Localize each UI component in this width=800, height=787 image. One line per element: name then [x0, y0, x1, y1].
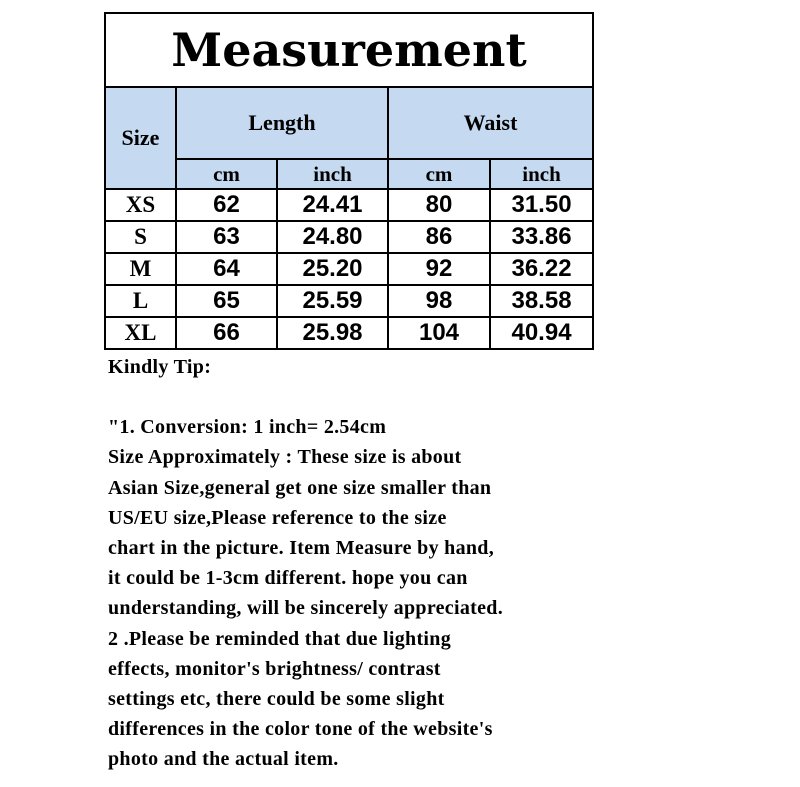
tip-line: photo and the actual item. — [108, 748, 339, 771]
table-row — [105, 317, 593, 349]
waist-inch-cell: 38.58 — [490, 285, 593, 317]
table-row — [105, 253, 593, 285]
tip-line: understanding, will be sincerely appreciated. — [108, 597, 504, 620]
tip-line: chart in the picture. Item Measure by hand, — [108, 537, 495, 560]
length-cm-cell: 62 — [176, 189, 277, 221]
waist-cm-cell: 104 — [388, 317, 490, 349]
tip-spacer — [108, 382, 598, 412]
length-inch-cell: 25.20 — [277, 253, 388, 285]
tip-line: Size Approximately : These size is about — [108, 446, 462, 469]
length-inch-cell: 24.80 — [277, 221, 388, 253]
waist-inch-header: inch — [490, 159, 593, 189]
tip-line: US/EU size,Please reference to the size — [108, 506, 447, 529]
tip-line: settings etc, there could be some slight — [108, 688, 445, 711]
waist-cm-cell: 86 — [388, 221, 490, 253]
waist-cm-cell: 80 — [388, 189, 490, 221]
waist-inch-cell: 33.86 — [490, 221, 593, 253]
tip-line: differences in the color tone of the website's — [108, 718, 493, 741]
table-title: Measurement — [105, 13, 593, 87]
tip-line: "1. Conversion: 1 inch= 2.54cm — [108, 416, 387, 439]
tip-line: 2 .Please be reminded that due lighting — [108, 627, 452, 650]
size-header: Size — [105, 87, 176, 189]
tip-heading: Kindly Tip: — [108, 356, 212, 378]
length-inch-header: inch — [277, 159, 388, 189]
size-cell: XL — [105, 317, 176, 349]
size-cell: XS — [105, 189, 176, 221]
tip-line: it could be 1-3cm different. hope you can — [108, 567, 468, 590]
length-inch-cell: 25.59 — [277, 285, 388, 317]
table-row — [105, 285, 593, 317]
length-inch-cell: 24.41 — [277, 189, 388, 221]
length-cm-cell: 66 — [176, 317, 277, 349]
table-row — [105, 189, 593, 221]
waist-cm-cell: 98 — [388, 285, 490, 317]
length-cm-header: cm — [176, 159, 277, 189]
waist-inch-cell: 31.50 — [490, 189, 593, 221]
length-cm-cell: 63 — [176, 221, 277, 253]
waist-inch-cell: 40.94 — [490, 317, 593, 349]
length-cm-cell: 65 — [176, 285, 277, 317]
size-cell: L — [105, 285, 176, 317]
tip-line: effects, monitor's brightness/ contrast — [108, 657, 441, 680]
length-header: Length — [176, 87, 388, 159]
waist-cm-header: cm — [388, 159, 490, 189]
size-cell: M — [105, 253, 176, 285]
kindly-tip-section — [108, 352, 598, 775]
tip-line: Asian Size,general get one size smaller than — [108, 476, 492, 499]
length-cm-cell: 64 — [176, 253, 277, 285]
waist-header: Waist — [388, 87, 593, 159]
measurement-table — [104, 12, 594, 350]
length-inch-cell: 25.98 — [277, 317, 388, 349]
waist-inch-cell: 36.22 — [490, 253, 593, 285]
waist-cm-cell: 92 — [388, 253, 490, 285]
size-cell: S — [105, 221, 176, 253]
size-chart — [104, 12, 594, 350]
table-row — [105, 221, 593, 253]
